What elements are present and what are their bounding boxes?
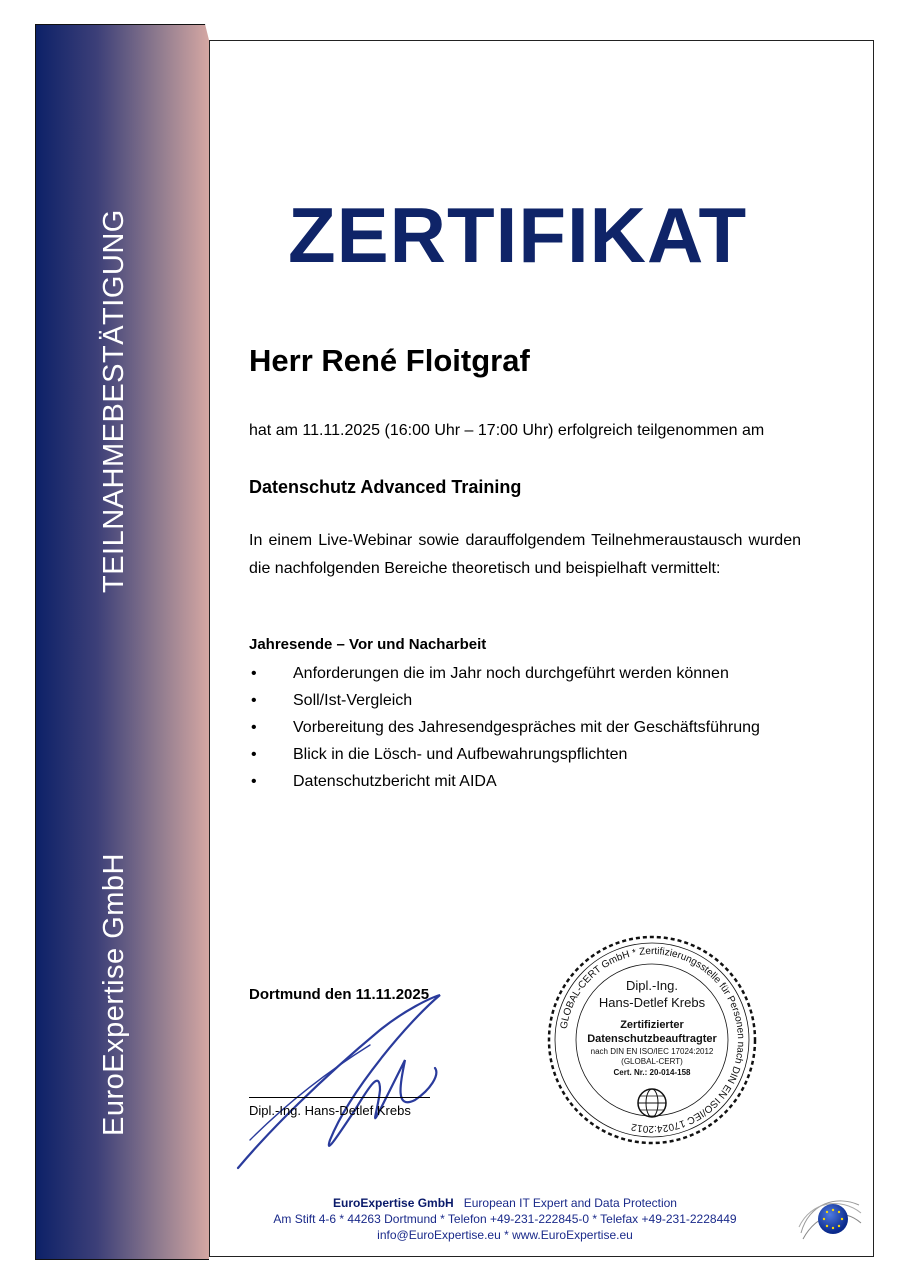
list-item (249, 741, 760, 768)
side-label-company: EuroExpertise GmbH (98, 853, 130, 1136)
bullet-icon: • (251, 746, 257, 763)
list-item (249, 687, 760, 714)
bullet-icon: • (251, 692, 257, 709)
recipient-name: Herr René Floitgraf (249, 343, 530, 378)
signer-name: Dipl.-Ing. Hans-Detlef Krebs (249, 1103, 411, 1118)
footer-address: Am Stift 4-6 * 44263 Dortmund * Telefon +49-231-222845-0 * Telefax +49-231-2228449 (273, 1212, 737, 1226)
seal-title: Dipl.-Ing. (625, 978, 679, 993)
topic-text: Vorbereitung des Jahresendgespräches mit der Geschäftsführung (293, 719, 760, 736)
list-item (249, 768, 760, 795)
list-item (249, 660, 760, 687)
bullet-icon: • (251, 773, 257, 790)
seal-role: Datenschutzbeauftragter (587, 1033, 717, 1045)
topic-text: Datenschutzbericht mit AIDA (293, 773, 497, 790)
signature-line (249, 1097, 430, 1098)
list-item (249, 714, 760, 741)
footer (214, 1195, 796, 1243)
footer-tagline: European IT Expert and Data Protection (463, 1196, 677, 1210)
certificate-title: ZERTIFIKAT (288, 191, 748, 279)
seal-cert-line: Zertifizierter (620, 1019, 684, 1031)
globe-icon (638, 1089, 666, 1117)
topics-list (249, 660, 760, 795)
footer-line-company (214, 1195, 796, 1211)
bullet-icon: • (251, 719, 257, 736)
euro-globe-logo-icon (797, 1193, 863, 1245)
seal-cert-number: Cert. Nr.: 20-014-158 (613, 1068, 691, 1077)
seal-standard: nach DIN EN ISO/IEC 17024:2012 (590, 1047, 714, 1056)
seal-authority: (GLOBAL-CERT) (621, 1057, 683, 1066)
handwritten-signature (230, 990, 460, 1180)
seal-name: Hans-Detlef Krebs (598, 995, 706, 1010)
attendance-statement: hat am 11.11.2025 (16:00 Uhr – 17:00 Uhr) erfolgreich teilgenommen am (249, 422, 765, 439)
course-title: Datenschutz Advanced Training (249, 477, 522, 497)
seal-ring-text: GLOBAL-CERT GmbH * Zertifizierungsstelle für Personen nach DIN EN ISO/IEC 17024:2012 (558, 945, 747, 1135)
topic-text: Anforderungen die im Jahr noch durchgeführt werden können (293, 665, 729, 682)
footer-contact: info@EuroExpertise.eu * www.EuroExpertise.eu (377, 1228, 633, 1242)
topics-heading: Jahresende – Vor und Nacharbeit (249, 636, 487, 653)
topic-text: Soll/Ist-Vergleich (293, 692, 413, 709)
topic-text: Blick in die Lösch- und Aufbewahrungspflichten (293, 746, 628, 763)
certification-seal (547, 935, 757, 1145)
bullet-icon: • (251, 665, 257, 682)
place-and-date: Dortmund den 11.11.2025 (249, 986, 430, 1003)
footer-company: EuroExpertise GmbH (333, 1196, 454, 1210)
course-intro: In einem Live-Webinar sowie darauffolgendem Teilnehmeraustausch wurden die nachfolgenden Bereiche theoretisch und beispielhaft vermittelt: (249, 532, 801, 577)
side-label-participation: TEILNAHMEBESTÄTIGUNG (98, 209, 130, 593)
